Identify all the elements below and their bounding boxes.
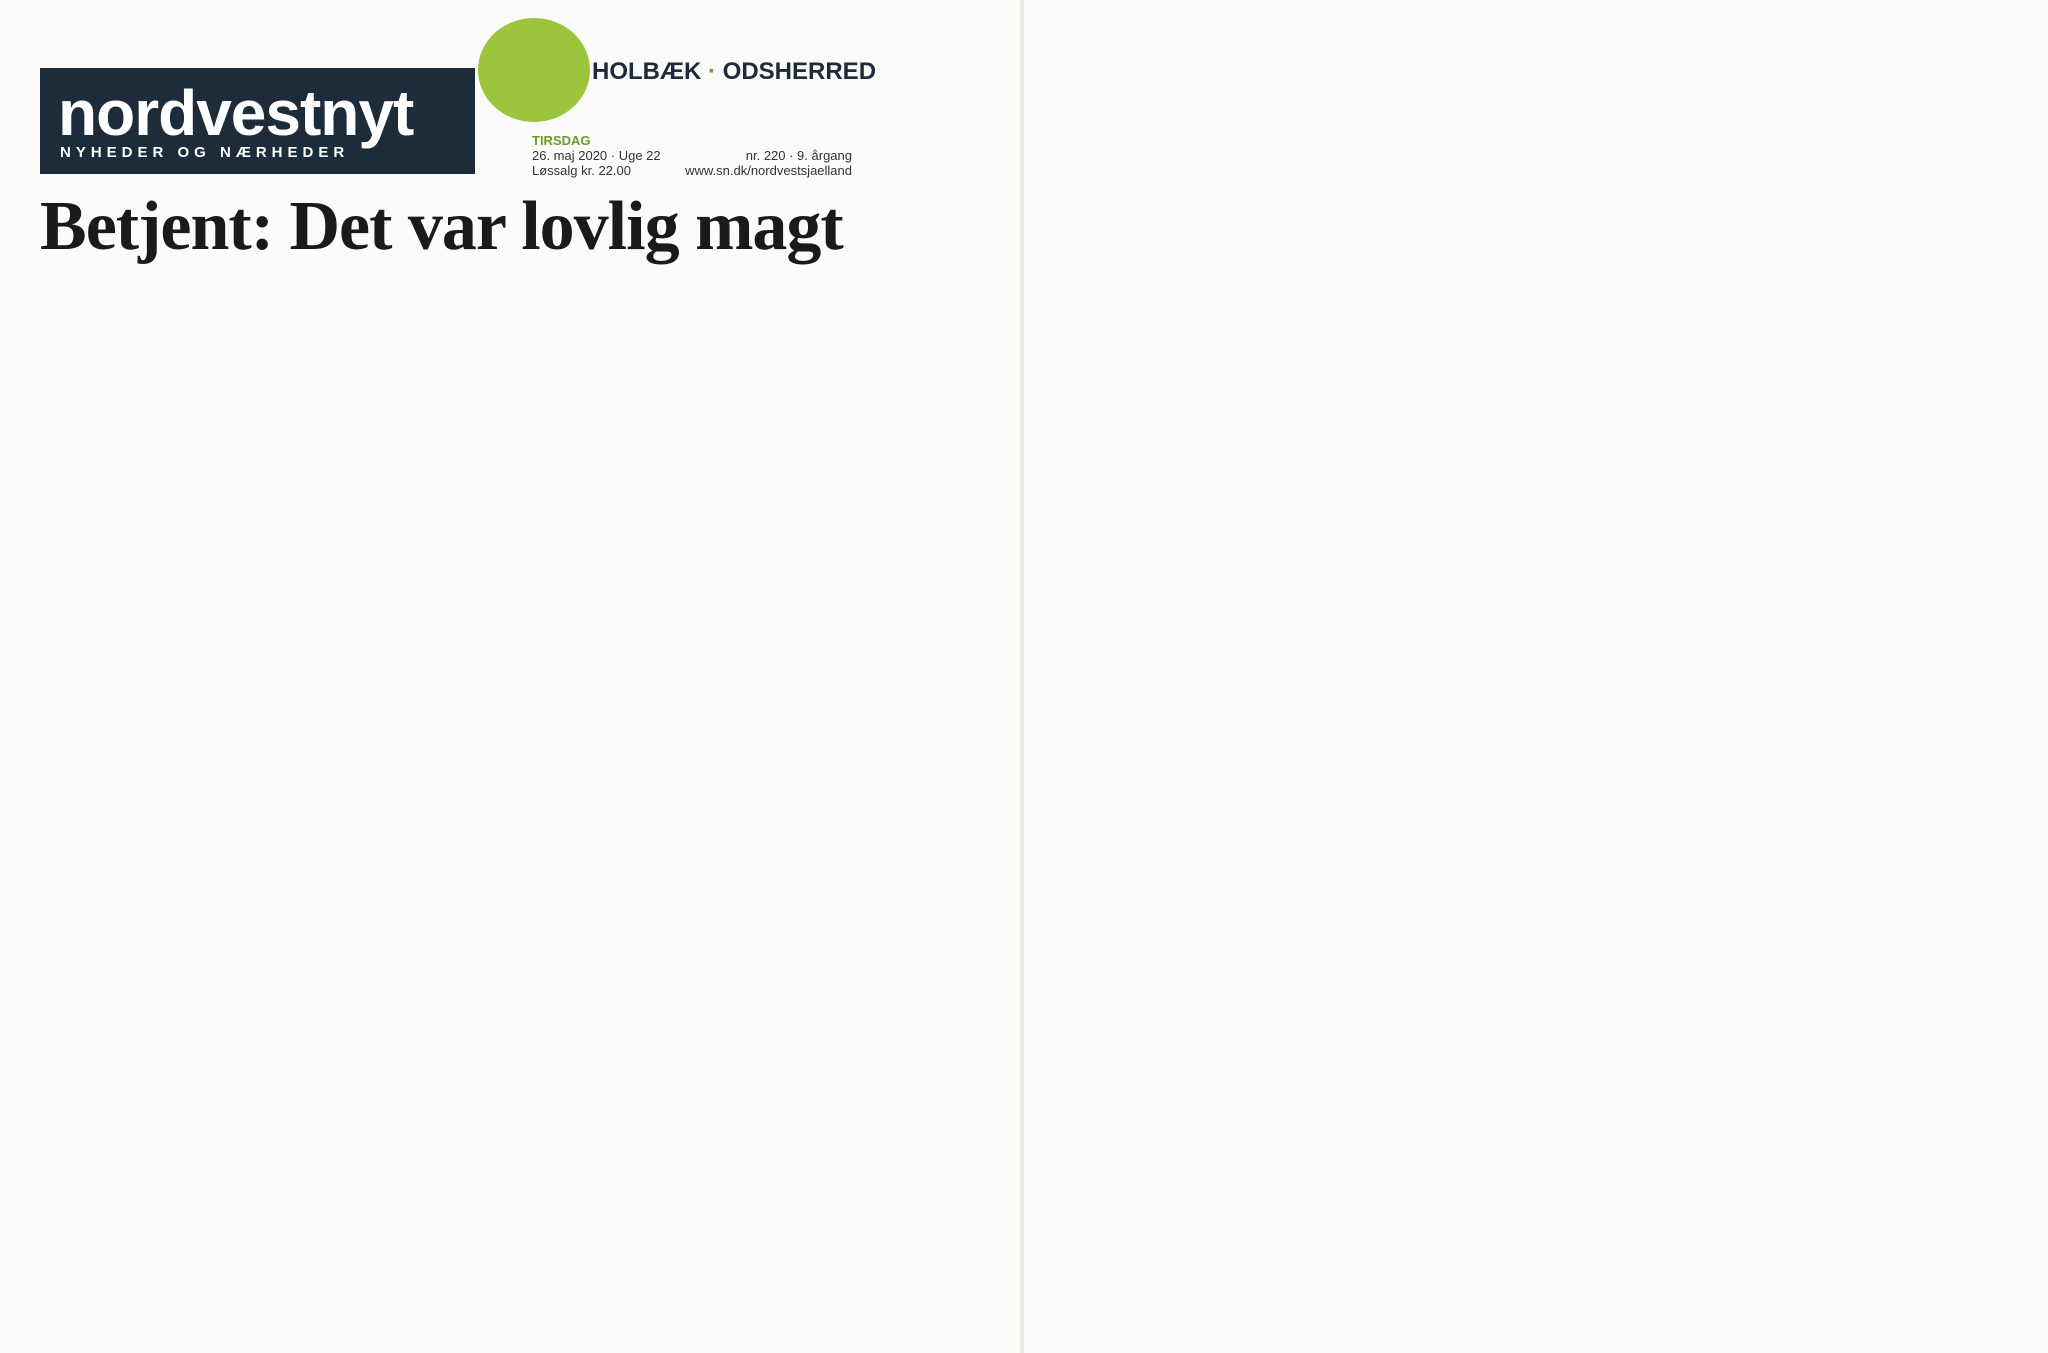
lead-headline: Betjent: Det var lovlig magt	[40, 188, 843, 265]
issue-price: Løssalg kr. 22.00	[532, 163, 631, 178]
issue-url: www.sn.dk/nordvestsjaelland	[685, 163, 852, 178]
brand-logo: nordvestnyt	[58, 77, 414, 149]
section-page	[1024, 0, 2048, 1353]
region-holbaek: HOLBÆK	[592, 58, 702, 85]
brand-tagline: NYHEDER OG NÆRHEDER	[60, 144, 350, 161]
region-odsherred: ODSHERRED	[722, 58, 877, 85]
masthead-region	[592, 58, 876, 86]
issue-row	[532, 148, 852, 163]
globe-logo-icon	[478, 18, 590, 122]
issue-number: nr. 220 · 9. årgang	[745, 148, 852, 163]
issue-row	[532, 163, 852, 178]
issue-date: 26. maj 2020 · Uge 22	[532, 148, 661, 163]
issue-weekday: TIRSDAG	[532, 133, 591, 148]
masthead	[40, 68, 475, 174]
region-separator: ·	[708, 58, 716, 85]
issue-info	[532, 133, 852, 178]
